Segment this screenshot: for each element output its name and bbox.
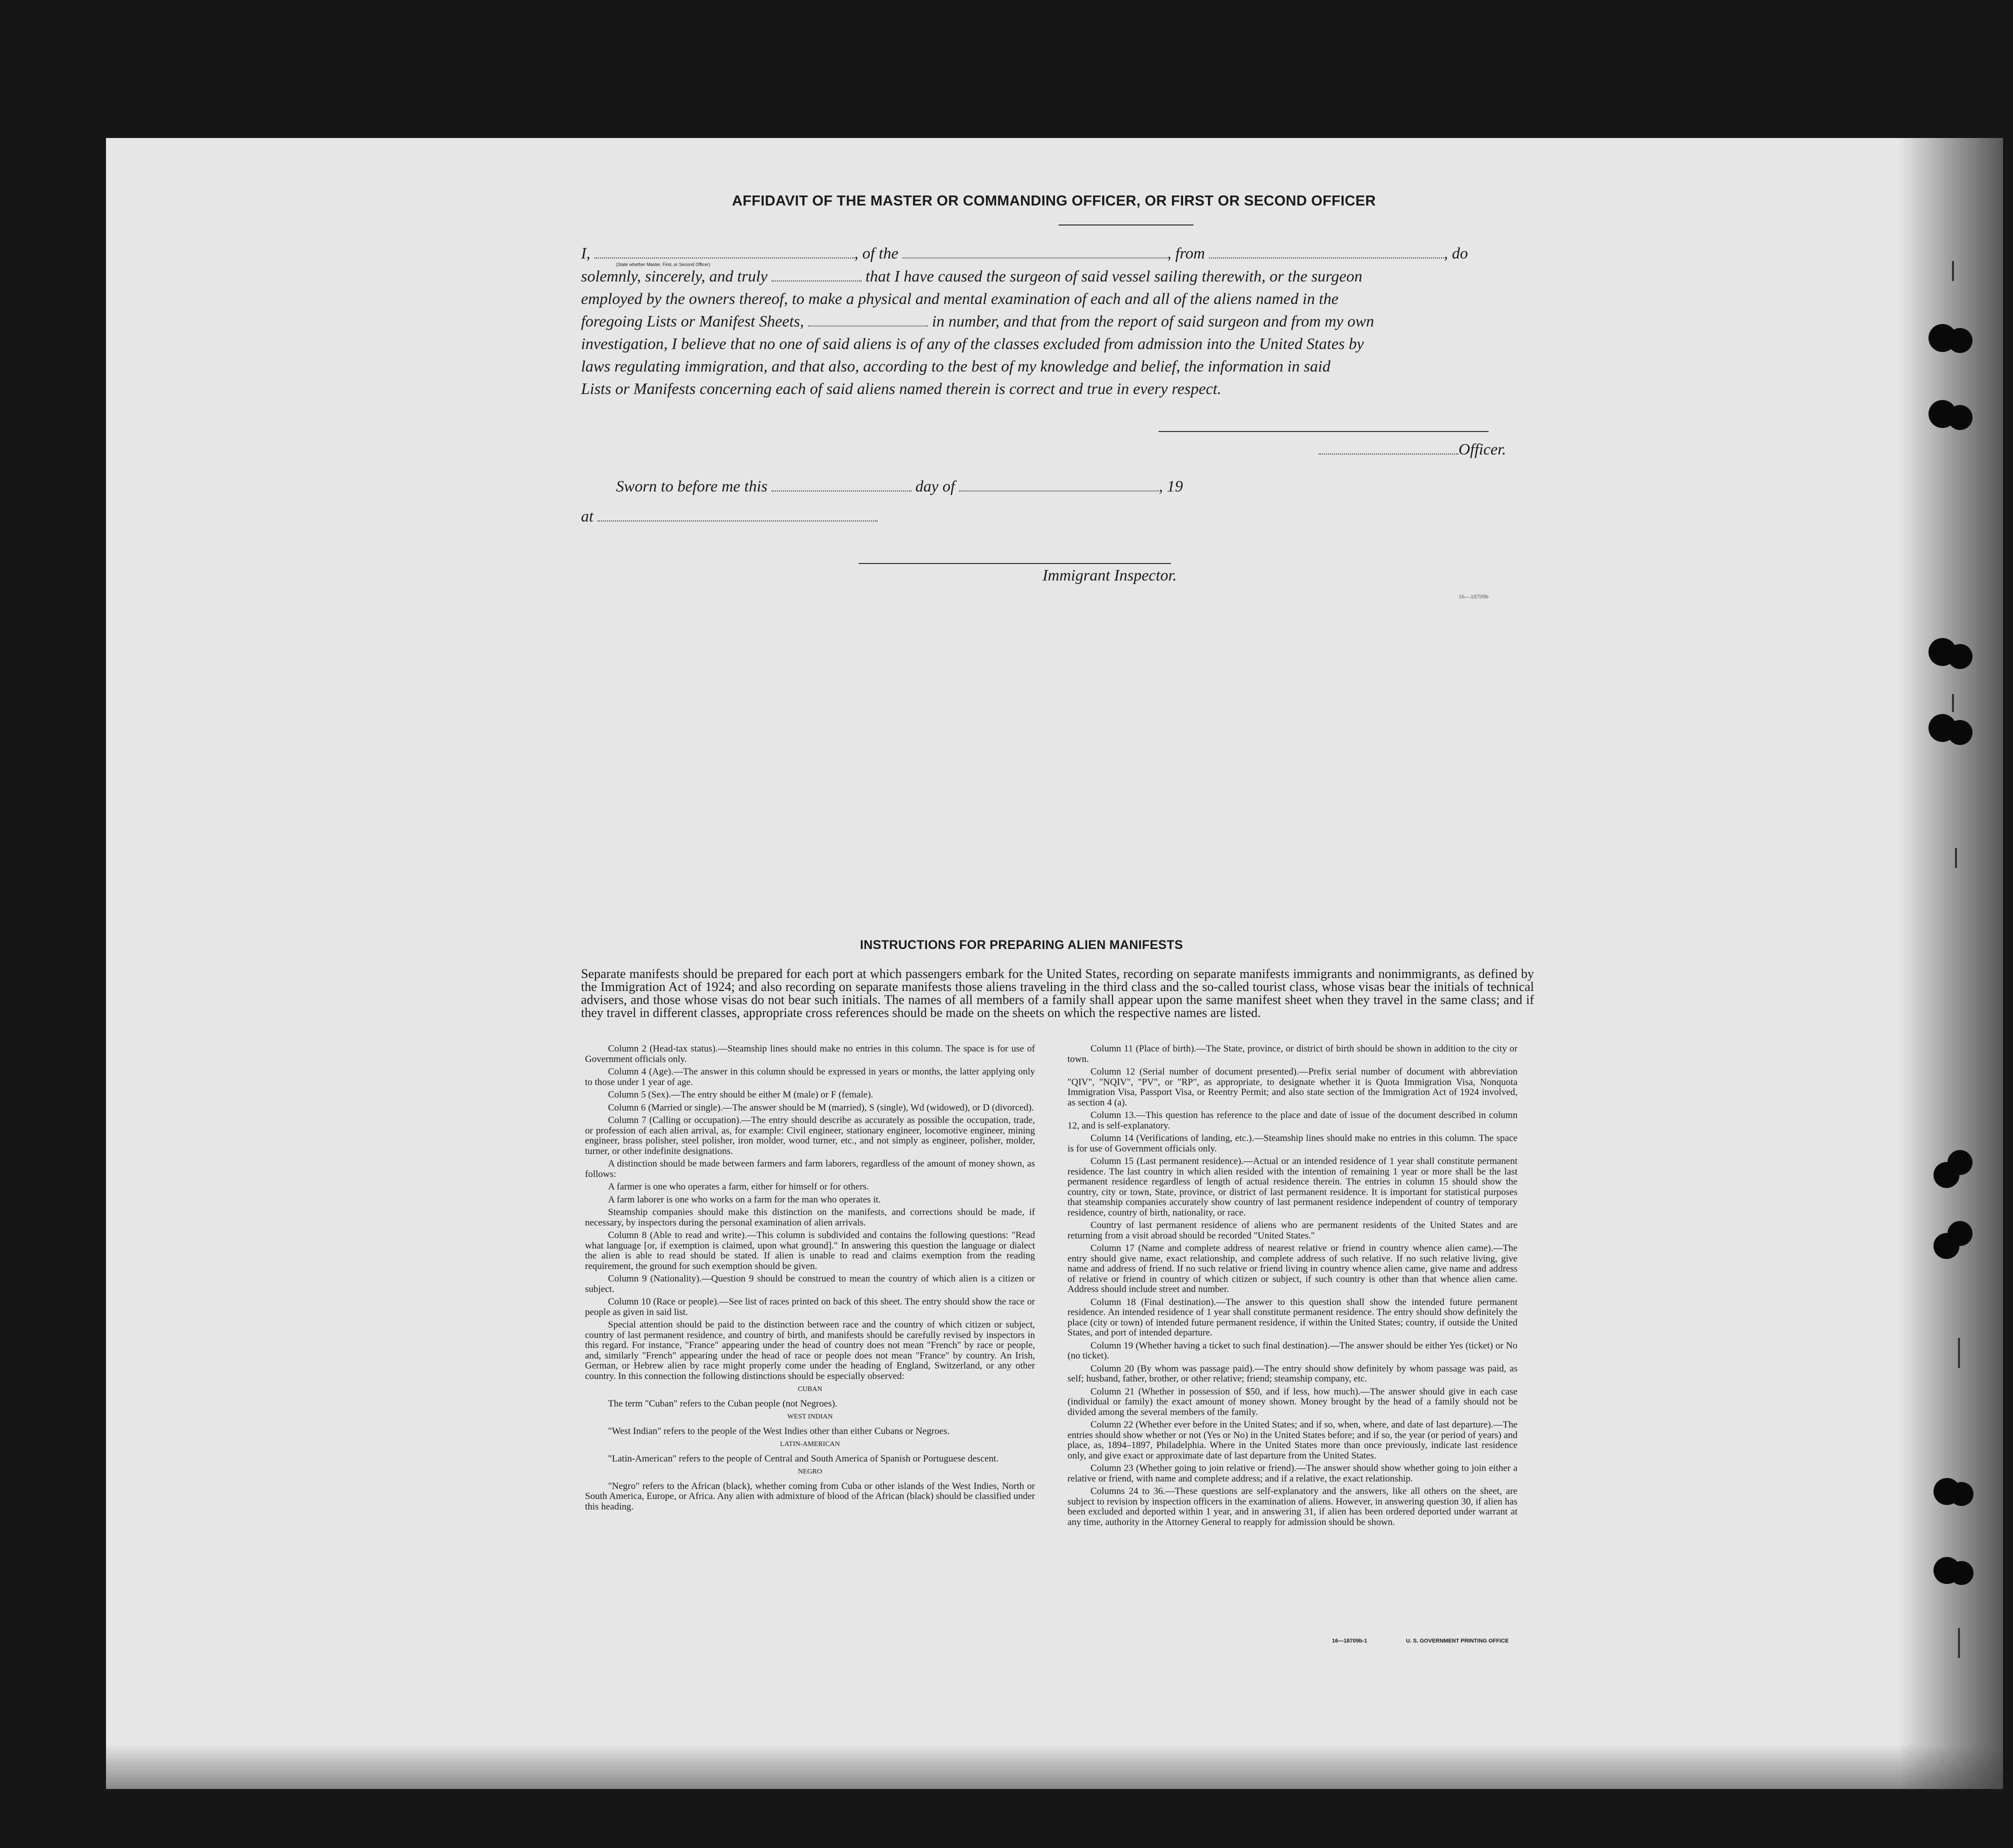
printing-office: U. S. GOVERNMENT PRINTING OFFICE bbox=[1406, 1638, 1509, 1644]
affidavit-surgeon-text: that I have caused the surgeon of said vessel sailing therewith, or the surgeon bbox=[865, 267, 1362, 285]
affidavit-of-the: , of the bbox=[854, 244, 898, 262]
instruction-paragraph: Column 9 (Nationality).—Question 9 should be construed to mean the country of which alien is a citizen or subject. bbox=[585, 1274, 1035, 1294]
binder-hole bbox=[1948, 405, 1972, 430]
affidavit-line-5: investigation, I believe that no one of said aliens is of any of the classes excluded from admission into the United States by bbox=[581, 334, 1364, 352]
instruction-paragraph: Column 4 (Age).—The answer in this column should be expressed in years or months, the latter applying only to those under 1 year of age. bbox=[585, 1066, 1035, 1088]
binder-hole bbox=[1950, 1482, 1974, 1506]
instruction-paragraph: Special attention should be paid to the distinction between race and the country of which citizen or subject, country of last permanent residence, and country of birth, and manifests should be carefully revised by inspectors in this regard. For instance, "France" appearing under the head of country does not mean "French" by race or people, and, similarly "French" appearing under the head of race or people does not mean "France" by country. An Irish, German, or Hebrew alien by race might properly come under the heading of England, Switzerland, or any other country. In this connection the following distinctions should be especially observed: bbox=[585, 1320, 1035, 1382]
officer-title-field[interactable] bbox=[1318, 442, 1458, 454]
sworn-place-field[interactable] bbox=[598, 510, 878, 522]
year-text: , 19 bbox=[1158, 477, 1183, 495]
affidavit-line-3: employed by the owners thereof, to make a physical and mental examination of each and all of the aliens named in the bbox=[581, 290, 1338, 308]
instruction-paragraph: Column 13.—This question has reference to the place and date of issue of the document described in column 12, and is self-explanatory. bbox=[1068, 1110, 1518, 1131]
at-line bbox=[581, 505, 878, 528]
officer-rank-field[interactable] bbox=[594, 246, 854, 258]
instruction-paragraph: Column 6 (Married or single).—The answer should be M (married), S (single), Wd (widowed), or D (divorced). bbox=[608, 1102, 1034, 1113]
affidavit-form-number: 16—18709b bbox=[1458, 593, 1488, 600]
instruction-paragraph: A distinction should be made between farmers and farm laborers, regardless of the amount of money shown, as follows: bbox=[585, 1158, 1035, 1180]
instruction-paragraph: Column 18 (Final destination).—The answer to this question shall show the intended future permanent residence. An intended residence of 1 year shall constitute permanent residence. The entry should show definitely the place (city or town) of intended future permanent residence, if within the United States; country, if outside the United States, and port of intended departure. bbox=[1068, 1296, 1518, 1338]
margin-mark bbox=[1958, 1628, 1960, 1658]
margin-mark bbox=[1955, 848, 1957, 868]
binder-hole bbox=[1948, 644, 1972, 669]
affidavit-line-2 bbox=[581, 265, 1362, 288]
instruction-paragraph: Column 8 (Able to read and write).—This column is subdivided and contains the following questions: "Read what language [or, if exemption is claimed, upon what ground]." In answering this question the language or dialect the alien is able to read should be stated. If alien is unable to read and claims exemption from the reading requirement, the ground for such exemption should be given. bbox=[585, 1230, 1035, 1272]
instruction-paragraph: Country of last permanent residence of aliens who are permanent residents of the United States and are returning from a visit abroad should be recorded "United States." bbox=[1068, 1220, 1518, 1241]
sworn-line bbox=[616, 475, 1183, 498]
instructions-left-column bbox=[585, 1044, 1035, 1514]
instruction-paragraph: Column 11 (Place of birth).—The State, province, or district of birth should be shown in addition to the city or town. bbox=[1068, 1044, 1518, 1064]
instruction-paragraph: Column 19 (Whether having a ticket to such final destination).—The answer should be either Yes (ticket) or No (no ticket). bbox=[1068, 1340, 1518, 1361]
instruction-paragraph: Column 21 (Whether in possession of $50, and if less, how much).—The answer should give in each case (individual or family) the exact amount of money shown. Money brought by the head of a family should not be divided among the several members of the family. bbox=[1068, 1386, 1518, 1418]
at-text: at bbox=[581, 507, 594, 525]
sworn-month-field[interactable] bbox=[959, 480, 1159, 492]
sheet-count-field[interactable] bbox=[808, 314, 928, 326]
page-bottom-shadow bbox=[106, 1744, 2003, 1789]
cuban-heading: CUBAN bbox=[798, 1386, 822, 1393]
instructions-form-number: 16—18709b-1 bbox=[1332, 1638, 1368, 1644]
page-edge-shadow bbox=[1898, 138, 2003, 1789]
officer-label: Officer. bbox=[1458, 440, 1506, 458]
inspector-label: Immigrant Inspector. bbox=[1042, 566, 1177, 584]
instruction-paragraph: Column 7 (Calling or occupation).—The entry should describe as accurately as possible the occupation, trade, or profession of each alien arrival, as, for example: Civil engineer, stationary engineer, locomotive engineer, mining engineer, brass polisher, steel polisher, iron molder, wood turner, etc., and not simply as engineer, polisher, molder, turner, or other indefinite designations. bbox=[585, 1115, 1035, 1156]
affidavit-title: AFFIDAVIT OF THE MASTER OR COMMANDING OFFICER, OR FIRST OR SECOND OFFICER bbox=[732, 193, 1376, 209]
instruction-paragraph: Steamship companies should make this distinction on the manifests, and corrections should be made, if necessary, by inspectors during the personal examination of alien arrivals. bbox=[585, 1207, 1035, 1228]
instructions-intro: Separate manifests should be prepared for each port at which passengers embark for the United States, recording on separate manifests immigrants and nonimmigrants, as defined by the Immigration Act of 1924; and also recording on separate manifests those aliens traveling in the third class and the so-called tourist class, whose visas bear the initials of technical advisers, and those whose visas do not bear such initials. The names of all members of a family shall appear upon the same manifest sheet when they travel in the same class; and if they travel in different classes, appropriate cross references should be made on the sheets on which the respective names are listed. bbox=[581, 966, 1534, 1020]
cuban-definition: The term "Cuban" refers to the Cuban people (not Negroes). bbox=[608, 1398, 838, 1409]
officer-signature-line[interactable] bbox=[1158, 431, 1488, 432]
title-underline bbox=[1058, 224, 1194, 226]
affidavit-in-number: in number, and that from the report of said surgeon and from my own bbox=[932, 312, 1374, 330]
affidavit-solemnly: solemnly, sincerely, and truly bbox=[581, 267, 768, 285]
affidavit-line-6: laws regulating immigration, and that also, according to the best of my knowledge and belief, the information in said bbox=[581, 357, 1330, 375]
affidavit-line-1 bbox=[581, 242, 1468, 264]
margin-mark bbox=[1952, 261, 1954, 281]
instruction-paragraph: Column 15 (Last permanent residence).—Actual or an intended residence of 1 year shall constitute permanent residence. The last country in which alien resided with the intention of remaining 1 year or more shall be the last permanent residence regardless of length of actual residence therein. The entries in column 15 should show the country, city or town, State, province, or district of last permanent residence. It is important for statistical purposes that steamship companies accurately show country of last permanent residence independent of country of temporary residence, country of birth, nationality, or race. bbox=[1068, 1156, 1518, 1218]
manifest-sheet bbox=[106, 138, 2003, 1789]
instructions-title: INSTRUCTIONS FOR PREPARING ALIEN MANIFESTS bbox=[860, 938, 1183, 952]
instruction-paragraph: A farm laborer is one who works on a farm for the man who operates it. bbox=[608, 1194, 881, 1205]
instruction-paragraph: Column 20 (By whom was passage paid).—The entry should show definitely by whom passage was paid, as self; husband, father, brother, or other relative; friend; steamship company, etc. bbox=[1068, 1363, 1518, 1384]
departure-port-field[interactable] bbox=[1209, 246, 1444, 258]
instruction-paragraph: Column 10 (Race or people).—See list of races printed on back of this sheet. The entry should show the race or people as given in said list. bbox=[585, 1296, 1035, 1318]
affidavit-line-4 bbox=[581, 310, 1374, 332]
negro-definition: "Negro" refers to the African (black), whether coming from Cuba or other islands of the West Indies, North or South America, Europe, or Africa. Any alien with admixture of blood of the African (black) should be classified under this heading. bbox=[585, 1480, 1035, 1512]
instruction-paragraph: A farmer is one who operates a farm, either for himself or for others. bbox=[608, 1182, 869, 1192]
officer-line bbox=[1318, 438, 1506, 460]
instruction-paragraph: Column 2 (Head-tax status).—Steamship lines should make no entries in this column. The space is for use of Government officials only. bbox=[585, 1044, 1035, 1064]
vessel-name-field[interactable] bbox=[902, 246, 1168, 258]
rank-note: (State whether Master, First, or Second Officer) bbox=[616, 262, 710, 267]
west-indian-definition: "West Indian" refers to the people of the West Indies other than either Cubans or Negroes. bbox=[608, 1426, 950, 1436]
margin-mark bbox=[1958, 1338, 1960, 1368]
instructions-right-column bbox=[1068, 1044, 1518, 1530]
instruction-paragraph: Column 23 (Whether going to join relative or friend).—The answer should show whether going to join either a relative or friend, with name and complete address; and if a relative, the exact relationship. bbox=[1068, 1463, 1518, 1484]
binder-hole bbox=[1950, 1561, 1974, 1585]
binder-hole bbox=[1948, 328, 1972, 353]
day-of-text: day of bbox=[915, 477, 955, 495]
instruction-paragraph: Column 14 (Verifications of landing, etc.).—Steamship lines should make no entries in this column. The space is for use of Government officials only. bbox=[1068, 1133, 1518, 1154]
latin-american-definition: "Latin-American" refers to the people of Central and South America of Spanish or Portuguese descent. bbox=[608, 1453, 999, 1464]
binder-hole bbox=[1948, 1221, 1972, 1246]
instruction-paragraph: Column 17 (Name and complete address of nearest relative or friend in country whence alien came).—The entry should give name, exact relationship, and complete address of such relative. If no such relative living, give name and address of friend. If no such relative or friend living in country whence alien came, give name and address of relative or friend in country of which citizen or subject, if such country is other than that whence alien came. Address should include street and number. bbox=[1068, 1243, 1518, 1294]
margin-mark bbox=[1952, 694, 1954, 712]
affidavit-from: , from bbox=[1167, 244, 1205, 262]
binder-hole bbox=[1948, 1150, 1972, 1175]
sworn-text: Sworn to before me this bbox=[616, 477, 768, 495]
affidavit-i: I, bbox=[581, 244, 590, 262]
binder-hole bbox=[1948, 720, 1972, 745]
affidavit-line-7: Lists or Manifests concerning each of said aliens named therein is correct and true in every respect. bbox=[581, 380, 1222, 398]
instruction-paragraph: Column 5 (Sex).—The entry should be either M (male) or F (female). bbox=[608, 1090, 874, 1100]
affidavit-foregoing: foregoing Lists or Manifest Sheets, bbox=[581, 312, 804, 330]
sworn-day-field[interactable] bbox=[772, 480, 912, 492]
oath-type-field[interactable] bbox=[772, 270, 862, 282]
west-indian-heading: WEST INDIAN bbox=[787, 1413, 833, 1420]
instruction-paragraph: Column 22 (Whether ever before in the United States; and if so, when, where, and date of last departure).—The entries should show whether or not (Yes or No) in the United States before; and if so, the year (or period of years) and place, as, 1894–1897, Philadelphia. Where in the United States more than once previously, indicate last residence only, and give exact or approximate date of last departure from the United States. bbox=[1068, 1420, 1518, 1461]
latin-american-heading: LATIN-AMERICAN bbox=[780, 1440, 840, 1448]
negro-heading: NEGRO bbox=[798, 1468, 822, 1476]
affidavit-do: , do bbox=[1444, 244, 1468, 262]
instruction-paragraph: Columns 24 to 36.—These questions are self-explanatory and the answers, like all others on the sheet, are subject to revision by inspection officers in the examination of aliens. However, in answering question 30, if alien has been excluded and deported within 1 year, and in answering 31, if alien has been ordered deported under warrant at any time, authority in the Attorney General to reapply for admission should be shown. bbox=[1068, 1486, 1518, 1528]
instruction-paragraph: Column 12 (Serial number of document presented).—Prefix serial number of document with abbreviation "QIV", "NQIV", "PV", or "RP", as appropriate, to designate whether it is Quota Immigration Visa, Nonquota Immigration Visa, Passport Visa, or Reentry Permit; and also state section of the Immigration Act of 1924 involved, as section 4 (a). bbox=[1068, 1066, 1518, 1108]
